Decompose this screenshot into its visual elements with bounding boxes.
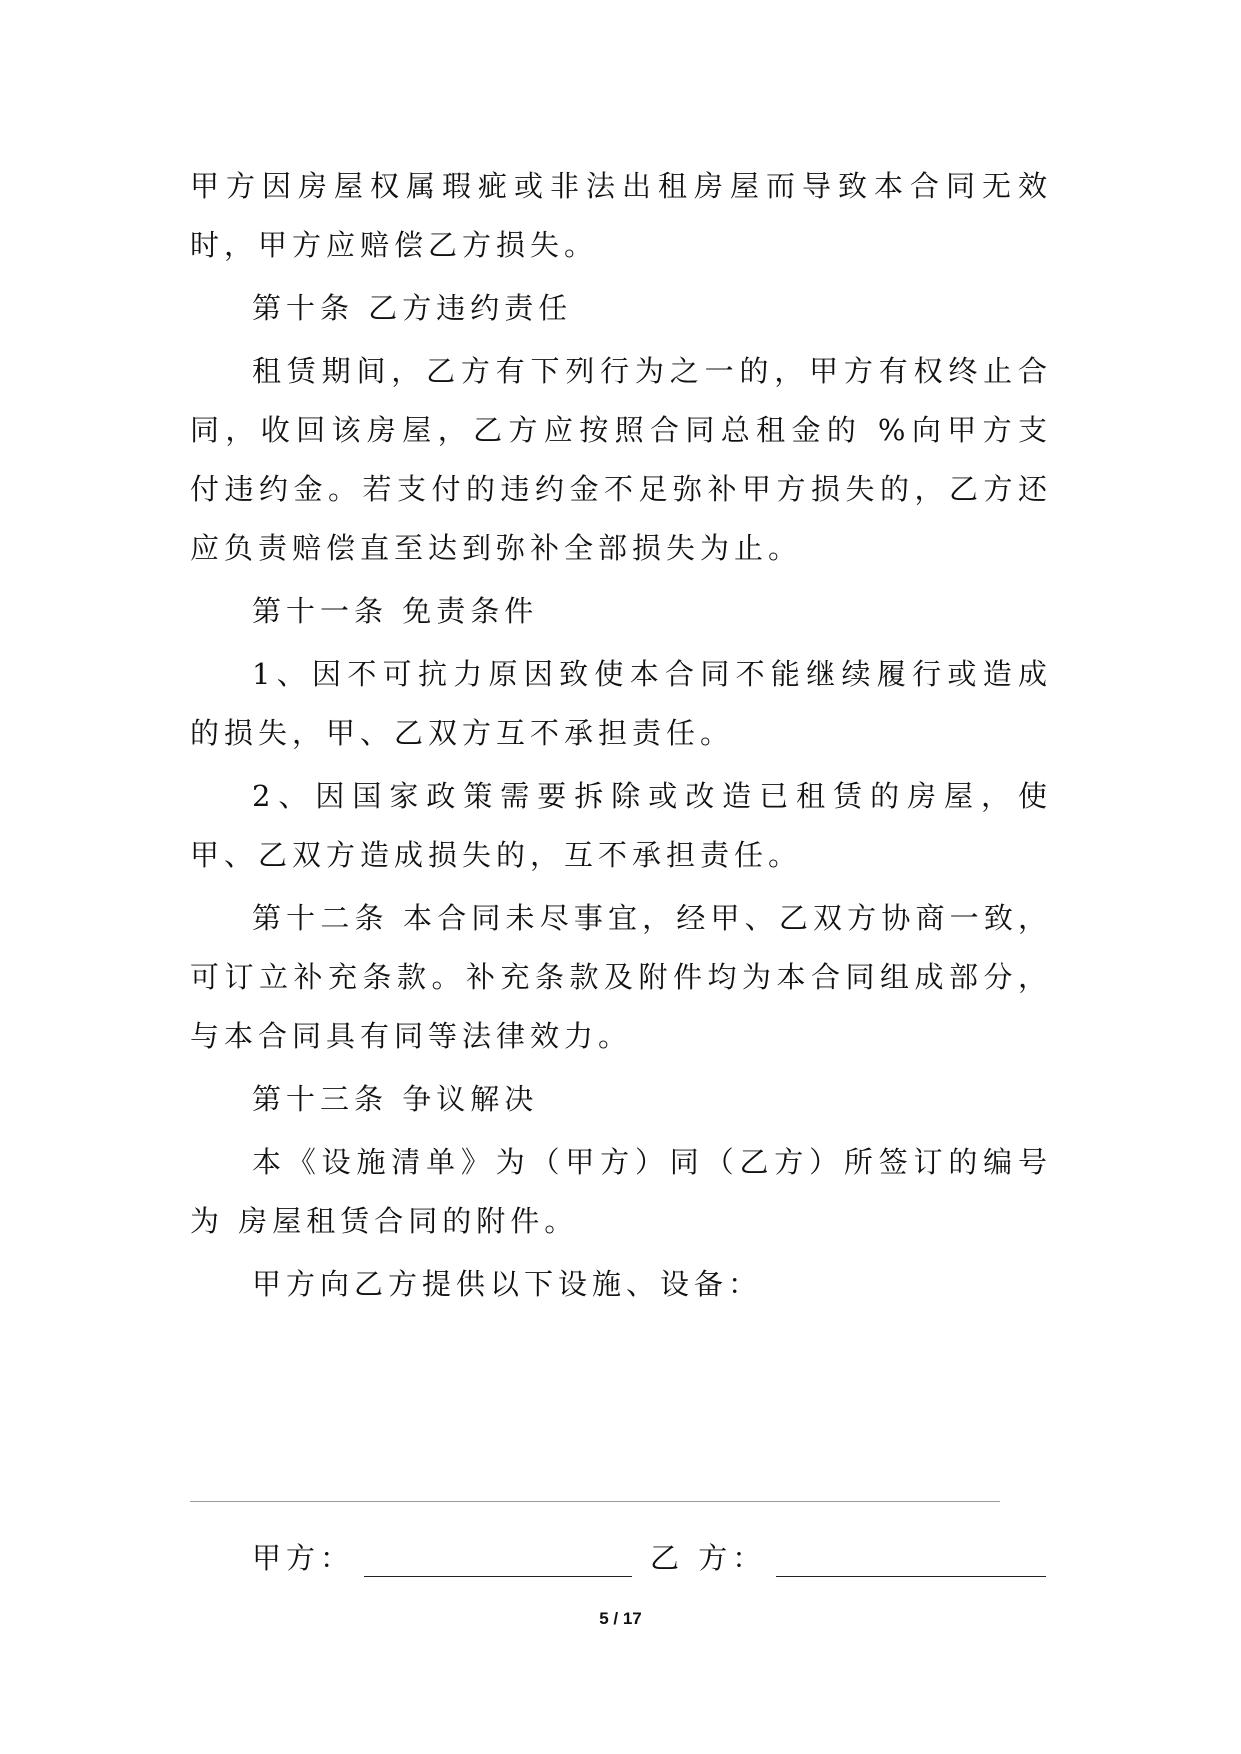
paragraph-force-majeure: 1、因不可抗力原因致使本合同不能继续履行或造成的损失，甲、乙双方互不承担责任。 xyxy=(190,657,1052,750)
signature-row xyxy=(252,1536,1046,1577)
paragraph-invalid-contract: 甲方因房屋权属瑕疵或非法出租房屋而导致本合同无效时，甲方应赔偿乙方损失。 xyxy=(190,169,1052,262)
divider-line xyxy=(190,1501,1000,1502)
clause-11-heading: 第十一条 免责条件 xyxy=(252,594,539,628)
paragraph-facilities-provided: 甲方向乙方提供以下设施、设备： xyxy=(252,1267,763,1301)
party-b-label: 乙 方： xyxy=(650,1541,767,1575)
clause-13-heading: 第十三条 争议解决 xyxy=(252,1082,539,1116)
party-a-signature-line[interactable] xyxy=(364,1546,632,1577)
party-b-signature-line[interactable] xyxy=(776,1546,1046,1577)
paragraph-facility-list: 本《设施清单》为（甲方）同（乙方）所签订的编号为 房屋租赁合同的附件。 xyxy=(190,1145,1052,1238)
paragraph-tenant-breach: 租赁期间，乙方有下列行为之一的，甲方有权终止合同，收回该房屋，乙方应按照合同总租金的 %向甲方支付违约金。若支付的违约金不足弥补甲方损失的，乙方还应负责赔偿直至达到弥补全部损失为止。 xyxy=(190,354,1052,565)
paragraph-policy-demolition: 2、因国家政策需要拆除或改造已租赁的房屋，使甲、乙双方造成损失的，互不承担责任。 xyxy=(190,779,1052,872)
party-a-label: 甲方： xyxy=(252,1541,355,1575)
clause-10-heading: 第十条 乙方违约责任 xyxy=(252,291,573,325)
page-number: 5 / 17 xyxy=(599,1609,642,1628)
clause-12-paragraph: 第十二条 本合同未尽事宜，经甲、乙双方协商一致，可订立补充条款。补充条款及附件均为本合同组成部分，与本合同具有同等法律效力。 xyxy=(190,901,1052,1053)
document-body xyxy=(190,157,1052,1314)
